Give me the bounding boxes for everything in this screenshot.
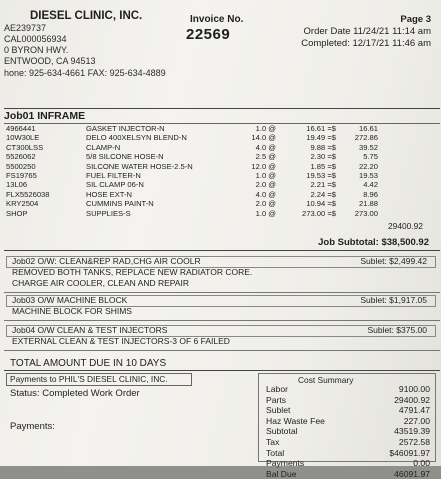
list-item: Payments 0.00 <box>266 458 430 469</box>
job1-parts-total: 29400.92 <box>388 221 423 231</box>
job2-sublet: Sublet: $2,499.42 <box>360 256 427 266</box>
list-item: Sublet 4791.47 <box>266 405 430 416</box>
company-id1: AE239737 <box>4 23 47 33</box>
job4-desc1: EXTERNAL CLEAN & TEST INJECTORS-3 OF 6 FAILED <box>12 336 230 346</box>
list-item: KRY2504 CUMMINS PAINT-N 2.0 @ 10.94 =$ 21.88 <box>6 199 378 209</box>
list-item: 5500250 SILCONE WATER HOSE-2.5-N 12.0 @ 1.85 =$ 22.20 <box>6 161 378 171</box>
list-item: 5526062 5/8 SILCONE HOSE-N 2.5 @ 2.30 =$ 5.75 <box>6 152 378 162</box>
completed-date: Completed: 12/17/21 11:46 am <box>301 38 431 49</box>
divider <box>4 320 440 321</box>
list-item: Parts 29400.92 <box>266 394 430 405</box>
list-item: Labor 9100.00 <box>266 384 430 394</box>
list-item: 13L06 SIL CLAMP 06-N 2.0 @ 2.21 =$ 4.42 <box>6 180 378 190</box>
list-item: Bal Due 46091.97 <box>266 468 430 479</box>
job3-desc1: MACHINE BLOCK FOR SHIMS <box>12 306 132 316</box>
due-notice: TOTAL AMOUNT DUE IN 10 DAYS <box>10 358 167 369</box>
company-city: ENTWOOD, CA 94513 <box>4 56 96 66</box>
list-item: Tax 2572.58 <box>266 436 430 447</box>
job1-subtotal: Job Subtotal: $38,500.92 <box>318 237 429 248</box>
work-status: Status: Completed Work Order <box>10 388 140 399</box>
company-street: 0 BYRON HWY. <box>4 45 69 55</box>
divider <box>4 108 440 109</box>
list-item: 4966441 GASKET INJECTOR-N 1.0 @ 16.61 =$ 16.61 <box>6 124 378 133</box>
job3-title: Job03 O/W MACHINE BLOCK <box>12 295 128 305</box>
job2-title: Job02 O/W: CLEAN&REP RAD,CHG AIR COOLR <box>12 256 201 266</box>
cost-summary-list <box>266 384 430 479</box>
page-number: Page 3 <box>400 14 431 25</box>
divider <box>4 292 440 293</box>
list-item: FS19765 FUEL FILTER-N 1.0 @ 19.53 =$ 19.53 <box>6 171 378 181</box>
order-date: Order Date 11/24/21 11:14 am <box>303 26 431 37</box>
job1-parts-list <box>6 124 378 218</box>
list-item: Haz Waste Fee 227.00 <box>266 415 430 426</box>
divider <box>4 250 440 251</box>
payable-to: Payments to PHIL'S DIESEL CLINIC, INC. <box>10 374 168 384</box>
company-name: DIESEL CLINIC, INC. <box>30 10 143 22</box>
company-id2: CAL000056934 <box>4 34 67 44</box>
list-item: FLX5526038 HOSE EXT-N 4.0 @ 2.24 =$ 8.96 <box>6 189 378 199</box>
divider <box>4 350 440 351</box>
list-item: Subtotal 43519.39 <box>266 426 430 437</box>
list-item: 10W30LE DELO 400XELSYN BLEND-N 14.0 @ 19.49 =$ 272.86 <box>6 133 378 143</box>
job2-desc2: CHARGE AIR COOLER, CLEAN AND REPAIR <box>12 278 189 288</box>
job1-title: Job01 INFRAME <box>4 110 86 122</box>
invoice-number: 22569 <box>186 26 231 43</box>
job2-desc1: REMOVED BOTH TANKS, REPLACE NEW RADIATOR CORE. <box>12 267 253 277</box>
list-item: Total $46091.97 <box>266 447 430 458</box>
cost-summary-title: Cost Summary <box>298 375 354 385</box>
divider <box>4 370 440 371</box>
job3-sublet: Sublet: $1,917.05 <box>360 295 427 305</box>
list-item: SHOP SUPPLIES-S 1.0 @ 273.00 =$ 273.00 <box>6 208 378 218</box>
invoice-label: Invoice No. <box>190 14 244 25</box>
company-phone: hone: 925-634-4661 FAX: 925-634-4889 <box>4 68 166 78</box>
payments-label: Payments: <box>10 421 55 432</box>
job4-sublet: Sublet: $375.00 <box>367 325 427 335</box>
spacer <box>4 278 440 279</box>
job4-title: Job04 O/W CLEAN & TEST INJECTORS <box>12 325 168 335</box>
list-item: CT300LSS CLAMP-N 4.0 @ 9.88 =$ 39.52 <box>6 142 378 152</box>
